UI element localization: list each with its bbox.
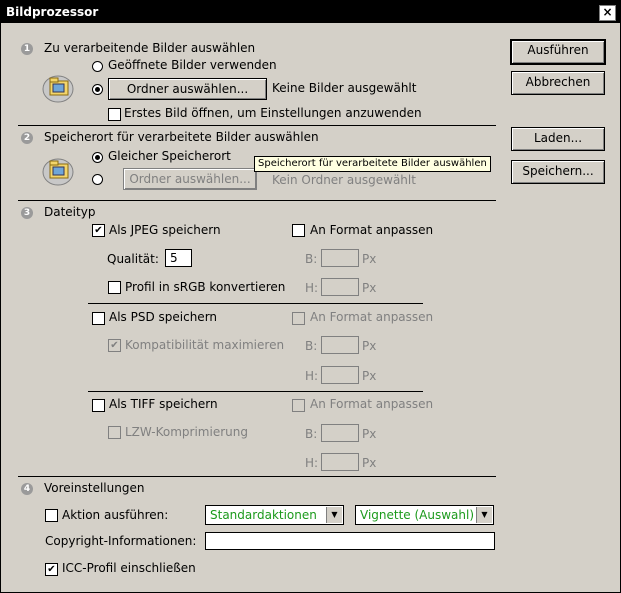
radio-select-folder[interactable] [92, 84, 103, 95]
radio-same-location[interactable] [92, 152, 103, 163]
compat-label: Kompatibilität maximieren [125, 338, 285, 352]
section4-title: Voreinstellungen [44, 481, 145, 495]
select-output-folder-button[interactable]: Ordner auswählen... [123, 168, 257, 190]
save-tiff-checkbox[interactable] [92, 399, 105, 412]
action-set-dropdown[interactable] [205, 505, 344, 525]
section-divider [18, 200, 496, 201]
copyright-input[interactable] [205, 532, 495, 550]
section-divider [18, 476, 496, 477]
radio-open-images[interactable] [92, 61, 103, 72]
save-psd-checkbox[interactable] [92, 312, 105, 325]
psd-fit-checkbox[interactable] [292, 312, 305, 325]
tiff-fit-label: An Format anpassen [310, 397, 434, 411]
jpeg-width-label: B: [305, 252, 318, 266]
action-set-value: Standardaktionen [210, 508, 317, 522]
jpeg-height-label: H: [305, 281, 319, 295]
filetype-divider [88, 303, 423, 304]
lzw-checkbox[interactable] [108, 426, 121, 439]
copyright-label: Copyright-Informationen: [45, 534, 197, 548]
close-icon[interactable]: × [599, 5, 616, 21]
run-action-label: Aktion ausführen: [62, 508, 169, 522]
window-title: Bildprozessor [6, 5, 99, 19]
psd-width-input[interactable] [321, 336, 359, 354]
save-jpeg-checkbox[interactable]: ✔ [92, 224, 105, 237]
run-button[interactable]: Ausführen [510, 39, 606, 65]
tiff-width-label: B: [305, 427, 318, 441]
section-divider [18, 125, 496, 126]
jpeg-fit-checkbox[interactable] [292, 224, 305, 237]
jpeg-width-unit: Px [362, 252, 377, 266]
run-action-checkbox[interactable] [45, 509, 58, 522]
tiff-width-unit: Px [362, 427, 377, 441]
icc-checkbox[interactable]: ✔ [45, 563, 58, 576]
chevron-down-icon: ▼ [476, 507, 492, 523]
tiff-fit-checkbox[interactable] [292, 399, 305, 412]
filetype-divider [88, 391, 423, 392]
psd-height-input[interactable] [321, 366, 359, 384]
select-folder-button[interactable]: Ordner auswählen... [108, 78, 267, 100]
folder-images-icon [41, 70, 75, 104]
load-button[interactable]: Laden... [511, 127, 605, 151]
folder-save-icon [41, 153, 75, 187]
psd-height-unit: Px [362, 369, 377, 383]
tiff-width-input[interactable] [321, 424, 359, 442]
save-jpeg-label: Als JPEG speichern [109, 223, 221, 237]
psd-height-label: H: [305, 369, 319, 383]
open-first-checkbox[interactable] [108, 108, 121, 121]
folder-status: Keine Bilder ausgewählt [272, 81, 417, 95]
section3-title: Dateityp [44, 205, 96, 219]
tooltip: Speicherort für verarbeitete Bilder auswählen [254, 156, 491, 172]
icc-label: ICC-Profil einschließen [62, 561, 196, 575]
psd-width-label: B: [305, 339, 318, 353]
open-first-label: Erstes Bild öffnen, um Einstellungen anzuwenden [124, 106, 422, 120]
output-folder-status: Kein Ordner ausgewählt [272, 173, 416, 187]
psd-width-unit: Px [362, 339, 377, 353]
title-bar[interactable] [1, 1, 620, 23]
step-4-badge: 4 [21, 483, 33, 495]
action-dropdown[interactable] [355, 505, 494, 525]
jpeg-fit-label: An Format anpassen [310, 223, 434, 237]
radio-other-folder[interactable] [92, 174, 103, 185]
compat-checkbox[interactable]: ✔ [108, 339, 121, 352]
chevron-down-icon: ▼ [326, 507, 342, 523]
cancel-button[interactable]: Abbrechen [511, 71, 605, 95]
srgb-label: Profil in sRGB konvertieren [125, 280, 286, 294]
save-psd-label: Als PSD speichern [109, 310, 218, 324]
section1-title: Zu verarbeitende Bilder auswählen [44, 41, 256, 55]
jpeg-height-unit: Px [362, 281, 377, 295]
jpeg-height-input[interactable] [321, 278, 359, 296]
save-button[interactable]: Speichern... [511, 160, 605, 184]
save-tiff-label: Als TIFF speichern [109, 397, 218, 411]
radio-same-location-label: Gleicher Speicherort [108, 149, 231, 163]
psd-fit-label: An Format anpassen [310, 310, 434, 324]
tiff-height-label: H: [305, 456, 319, 470]
section2-title: Speicherort für verarbeitete Bilder auswählen [44, 130, 319, 144]
tiff-height-unit: Px [362, 456, 377, 470]
quality-label: Qualität: [107, 252, 159, 266]
lzw-label: LZW-Komprimierung [125, 425, 248, 439]
action-value: Vignette (Auswahl) [360, 508, 475, 522]
step-1-badge: 1 [21, 43, 33, 55]
tiff-height-input[interactable] [321, 453, 359, 471]
step-3-badge: 3 [21, 207, 33, 219]
jpeg-width-input[interactable] [321, 249, 359, 267]
step-2-badge: 2 [21, 132, 33, 144]
srgb-checkbox[interactable] [108, 281, 121, 294]
radio-open-images-label: Geöffnete Bilder verwenden [108, 58, 277, 72]
quality-input[interactable]: 5 [165, 249, 192, 267]
